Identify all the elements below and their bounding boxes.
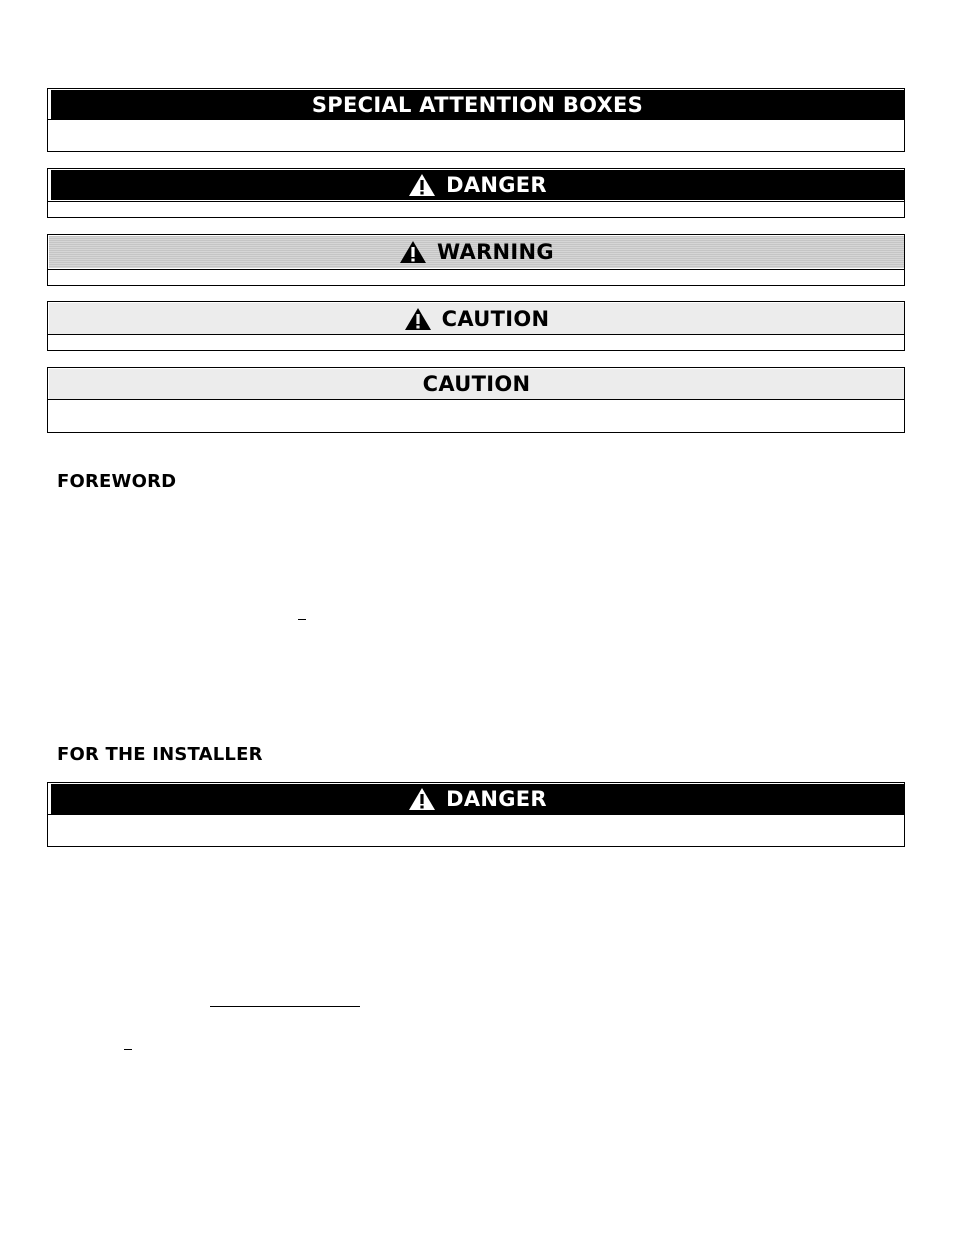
- warning-title: WARNING: [437, 240, 554, 264]
- caution-divider: [48, 399, 904, 400]
- caution-header: [49, 369, 904, 399]
- danger-divider: [48, 201, 904, 202]
- warning-triangle-icon: [404, 307, 432, 331]
- installer-dash-mark: [124, 1049, 132, 1050]
- caution-icon-header: [49, 303, 904, 334]
- caution-icon-divider: [48, 334, 904, 335]
- installer-danger-title: DANGER: [446, 787, 547, 811]
- danger-box: [47, 168, 905, 218]
- special-attention-box: [47, 88, 905, 152]
- warning-box: [47, 234, 905, 286]
- caution-icon-title: CAUTION: [441, 306, 550, 331]
- foreword-dash-mark: [298, 619, 306, 620]
- caution-icon-box: [47, 301, 905, 351]
- special-attention-divider: [48, 119, 904, 120]
- warning-triangle-icon: [408, 173, 436, 197]
- installer-heading: FOR THE INSTALLER: [57, 744, 263, 765]
- special-attention-title: SPECIAL ATTENTION BOXES: [311, 92, 644, 117]
- installer-danger-header: [51, 784, 904, 814]
- warning-divider: [48, 269, 904, 270]
- warning-triangle-icon: [399, 240, 427, 264]
- warning-triangle-icon: [408, 787, 436, 811]
- danger-header: [51, 170, 904, 200]
- installer-danger-box: [47, 782, 905, 847]
- foreword-heading: FOREWORD: [57, 471, 177, 492]
- caution-box: [47, 367, 905, 433]
- danger-title: DANGER: [446, 173, 547, 197]
- blank-underline: [210, 1006, 360, 1007]
- warning-header: [49, 236, 904, 268]
- installer-danger-divider: [48, 814, 904, 815]
- special-attention-header: [51, 90, 904, 119]
- caution-title: CAUTION: [422, 372, 531, 396]
